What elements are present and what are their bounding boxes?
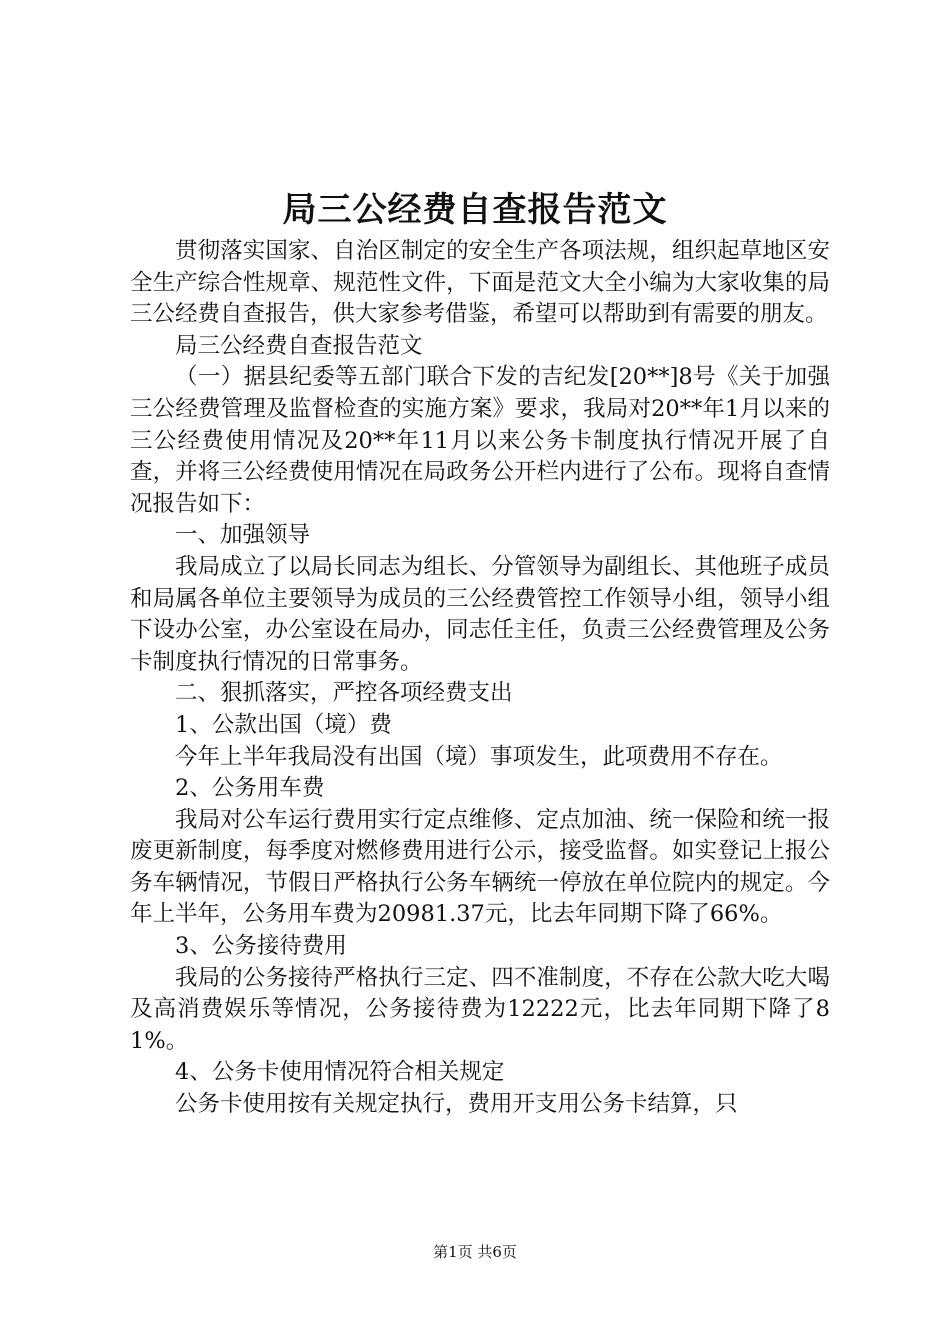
section-heading-leadership: 一、加强领导 (175, 522, 311, 549)
document-body (130, 236, 830, 1121)
item-heading-vehicle: 2、公务用车费 (175, 775, 325, 802)
paragraph-subtitle: 局三公经费自查报告范文 (175, 332, 423, 359)
paragraph-leadership: 我局成立了以局长同志为组长、分管领导为副组长、其他班子成员和局属各单位主要领导为成员的三公经费管控工作领导小组，领导小组下设办公室，办公室设在局办，同志任主任，负责三公经费管理及公务卡制度执行情况的日常事务。 (130, 553, 830, 675)
paragraph-intro: 贯彻落实国家、自治区制定的安全生产各项法规，组织起草地区安全生产综合性规章、规范性文件，下面是范文大全小编为大家收集的局三公经费自查报告，供大家参考借鉴，希望可以帮助到有需要的朋友。 (130, 238, 830, 328)
paragraph-reception: 我局的公务接待严格执行三定、四不准制度，不存在公款大吃大喝及高消费娱乐等情况，公务接待费为12222元，比去年同期下降了81%。 (130, 964, 830, 1054)
paragraph-overseas: 今年上半年我局没有出国（境）事项发生，此项费用不存在。 (175, 743, 783, 770)
document-title: 局三公经费自查报告范文 (282, 190, 668, 230)
paragraph-basis: （一）据县纪委等五部门联合下发的吉纪发[20**]8号《关于加强三公经费管理及监督检查的实施方案》要求，我局对20**年1月以来的三公经费使用情况及20**年11月以来公务卡制度执行情况开展了自查，并将三公经费使用情况在局政务公开栏内进行了公布。现将自查情况报告如下： (130, 364, 830, 517)
paragraph-card: 公务卡使用按有关规定执行，费用开支用公务卡结算，只 (175, 1091, 738, 1118)
page-number-footer: 第1页 共6页 (433, 1243, 517, 1261)
item-heading-card: 4、公务卡使用情况符合相关规定 (175, 1059, 505, 1086)
item-heading-overseas: 1、公款出国（境）费 (175, 711, 392, 738)
item-heading-reception: 3、公务接待费用 (175, 933, 347, 960)
section-heading-implementation: 二、狠抓落实，严控各项经费支出 (175, 680, 513, 707)
paragraph-vehicle: 我局对公车运行费用实行定点维修、定点加油、统一保险和统一报废更新制度，每季度对燃修费用进行公示，接受监督。如实登记上报公务车辆情况，节假日严格执行公务车辆统一停放在单位院内的规定。今年上半年，公务用车费为20981.37元，比去年同期下降了66%。 (130, 806, 830, 928)
